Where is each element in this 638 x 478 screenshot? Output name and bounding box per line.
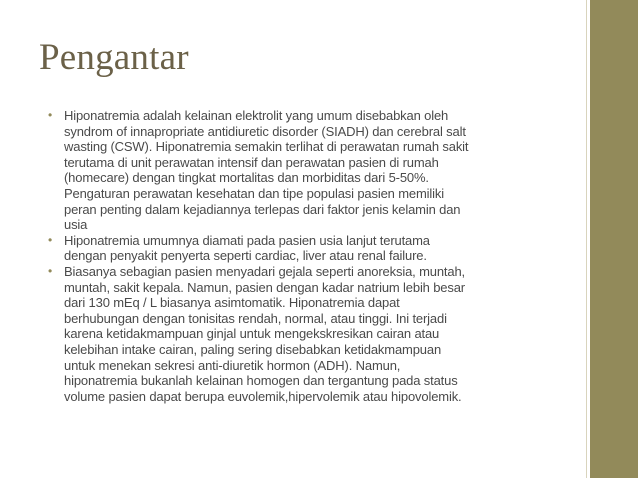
bullet-line: muntah, sakit kepala. Namun, pasien dengan kadar natrium lebih besar	[64, 279, 465, 295]
bullet-line: hiponatremia bukanlah kelainan homogen dan tergantung pada status	[64, 373, 458, 389]
bullet-line: dengan penyakit penyerta seperti cardiac, liver atau renal failure.	[64, 248, 427, 264]
bullet-marker: •	[48, 232, 53, 247]
side-divider-line	[586, 0, 587, 478]
bullet-line: Pengaturan perawatan kesehatan dan tipe populasi pasien memiliki	[64, 185, 444, 201]
bullet-item	[48, 264, 568, 404]
bullet-line: terutama di unit perawatan intensif dan perawatan pasien di rumah	[64, 154, 439, 170]
bullet-marker: •	[48, 263, 53, 278]
side-accent-band	[590, 0, 638, 478]
bullet-line: wasting (CSW). Hiponatremia semakin terlihat di perawatan rumah sakit	[64, 139, 469, 155]
bullet-line: karena ketidakmampuan ginjal untuk mengekskresikan cairan atau	[64, 326, 440, 342]
bullet-line: dari 130 mEq / L biasanya asimtomatik. Hiponatremia dapat	[64, 295, 400, 311]
bullet-line: (homecare) dengan tingkat mortalitas dan morbiditas dari 5-50%.	[64, 170, 429, 186]
bullet-marker: •	[48, 108, 53, 122]
bullet-line: kelebihan intake cairan, paling sering disebabkan ketidakmampuan	[64, 341, 442, 357]
bullet-list	[48, 108, 568, 404]
bullet-line: berhubungan dengan tonisitas rendah, normal, atau tinggi. Ini terjadi	[64, 310, 447, 326]
bullet-line: Hiponatremia umumnya diamati pada pasien usia lanjut terutama	[64, 232, 430, 248]
slide-title: Pengantar	[39, 37, 189, 78]
bullet-line: Hiponatremia adalah kelainan elektrolit yang umum disebabkan oleh	[64, 108, 449, 123]
bullet-line: syndrom of innapropriate antidiuretic disorder (SIADH) dan cerebral salt	[64, 123, 466, 139]
bullet-item	[48, 233, 568, 264]
bullet-line: untuk menekan sekresi anti-diuretik hormon (ADH). Namun,	[64, 357, 401, 373]
bullet-item	[48, 108, 568, 233]
bullet-line: volume pasien dapat berupa euvolemik,hipervolemik atau hipovolemik.	[64, 388, 462, 404]
bullet-line: Biasanya sebagian pasien menyadari gejala seperti anoreksia, muntah,	[64, 263, 466, 279]
bullet-line: usia	[64, 217, 88, 233]
bullet-line: peran penting dalam kejadiannya terlepas dari faktor jenis kelamin dan	[64, 201, 461, 217]
